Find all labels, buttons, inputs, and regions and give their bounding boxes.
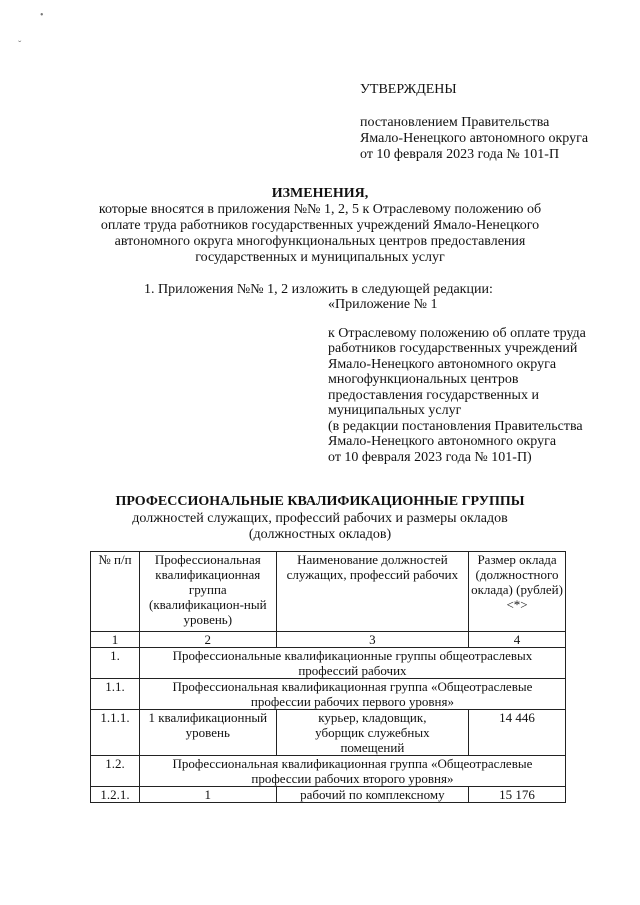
table-header-row [91, 552, 566, 632]
col-number: 3 [276, 632, 468, 648]
header-salary: Размер оклада (должностного оклада) (рублей) <*> [469, 552, 566, 632]
approval-line: от 10 февраля 2023 года № 101-П [360, 147, 560, 162]
approval-line: Ямало-Ненецкого автономного округа [360, 131, 589, 146]
row-salary: 15 176 [469, 787, 566, 803]
appendix-block [328, 297, 586, 465]
row-num: 1.2.1. [91, 787, 140, 803]
groups-line: (должностных окладов) [248, 527, 392, 542]
col-number: 2 [139, 632, 276, 648]
approval-title: УТВЕРЖДЕНЫ [360, 82, 457, 97]
table-row [91, 710, 566, 756]
col-number: 1 [91, 632, 140, 648]
groups-subtitle [0, 511, 640, 543]
approval-line: постановлением Правительства [360, 115, 550, 130]
paragraph-1: 1. Приложения №№ 1, 2 изложить в следующей редакции: [144, 282, 493, 297]
table-row [91, 756, 566, 787]
appendix-line: предоставления государственных и [328, 387, 539, 403]
changes-line: государственных и муниципальных услуг [195, 250, 445, 265]
appendix-line: Ямало-Ненецкого автономного округа [328, 434, 557, 449]
row-positions: рабочий по комплексному [276, 787, 468, 803]
column-number-row [91, 632, 566, 648]
appendix-line: (в редакции постановления Правительства [328, 418, 583, 434]
header-group: Профессиональная квалификационная группа (квалификацион-ный уровень) [139, 552, 276, 632]
row-num: 1.1. [91, 679, 140, 710]
table-row [91, 787, 566, 803]
appendix-title: «Приложение № 1 [328, 297, 438, 312]
changes-line: автономного округа многофункциональных центров предоставления [114, 234, 526, 249]
row-section-text: Профессиональные квалификационные группы общеотраслевых профессий рабочих [139, 648, 565, 679]
row-salary: 14 446 [469, 710, 566, 756]
groups-title: ПРОФЕССИОНАЛЬНЫЕ КВАЛИФИКАЦИОННЫЕ ГРУППЫ [115, 494, 525, 509]
table-row [91, 679, 566, 710]
qualification-table [90, 551, 566, 803]
changes-title: ИЗМЕНЕНИЯ, [271, 186, 369, 201]
row-section-text: Профессиональная квалификационная группа «Общеотраслевые профессии рабочих первого уровня» [139, 679, 565, 710]
header-num: № п/п [91, 552, 140, 632]
row-num: 1.2. [91, 756, 140, 787]
changes-line: которые вносятся в приложения №№ 1, 2, 5 к Отраслевому положению об [98, 202, 542, 217]
row-num: 1. [91, 648, 140, 679]
changes-line: оплате труда работников государственных учреждений Ямало-Ненецкого [100, 218, 540, 233]
row-num: 1.1.1. [91, 710, 140, 756]
approval-block [360, 82, 588, 163]
changes-subtitle [0, 202, 640, 266]
table-row [91, 648, 566, 679]
row-positions: курьер, кладовщик, уборщик служебных помещений [276, 710, 468, 756]
appendix-line: муниципальных услуг [328, 403, 462, 418]
header-name: Наименование должностей служащих, профессий рабочих [276, 552, 468, 632]
groups-line: должностей служащих, профессий рабочих и размеры окладов [132, 511, 508, 526]
scan-mark: ˇ [18, 40, 22, 51]
scan-mark: • [40, 10, 44, 21]
appendix-line: многофункциональных центров [328, 372, 519, 387]
row-level: 1 квалификационный уровень [139, 710, 276, 756]
row-level: 1 [139, 787, 276, 803]
appendix-line: работников государственных учреждений [328, 341, 578, 356]
row-section-text: Профессиональная квалификационная группа «Общеотраслевые профессии рабочих второго уровня» [139, 756, 565, 787]
appendix-line: Ямало-Ненецкого автономного округа [328, 356, 557, 372]
appendix-line: к Отраслевому положению об оплате труда [328, 325, 586, 341]
appendix-line: от 10 февраля 2023 года № 101-П) [328, 449, 532, 465]
col-number: 4 [469, 632, 566, 648]
